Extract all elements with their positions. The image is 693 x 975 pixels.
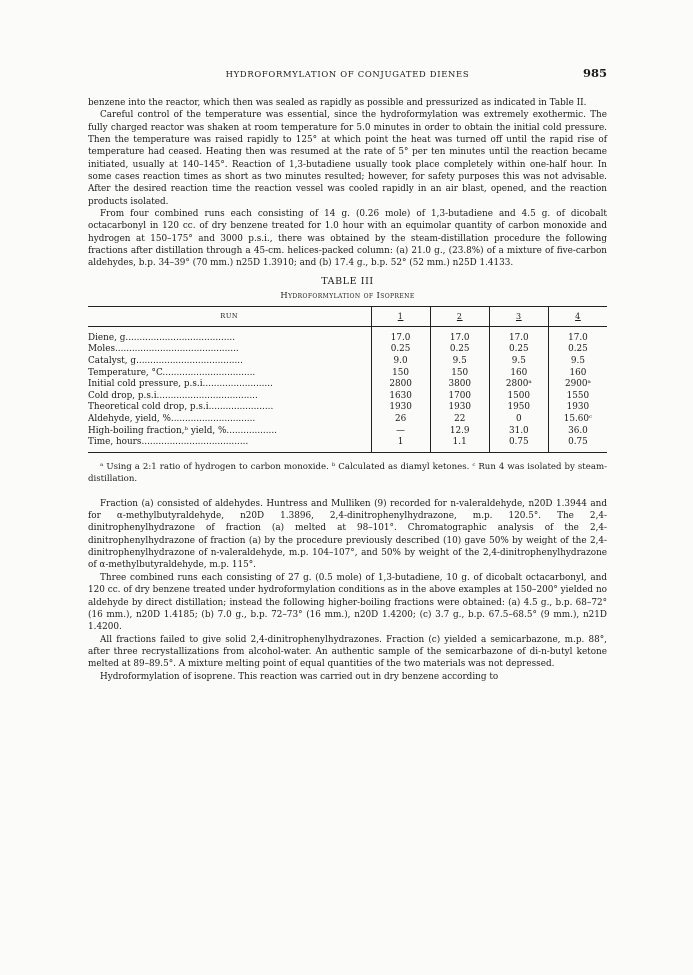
table-cell: — bbox=[371, 426, 430, 438]
run-column-header: 4 bbox=[548, 306, 607, 326]
row-label: Cold drop, p.s.i.................................... bbox=[88, 390, 258, 401]
table-cell: 17.0 bbox=[548, 326, 607, 344]
run-header: RUN bbox=[88, 306, 371, 326]
row-label: Moles............................................ bbox=[88, 344, 239, 355]
table-cell: 1630 bbox=[371, 391, 430, 403]
table-cell: 12.9 bbox=[430, 426, 489, 438]
table-caption: TABLE III bbox=[321, 275, 374, 287]
paragraph: From four combined runs each consisting of 14 g. (0.26 mole) of 1,3-butadiene and 4.5 g. of dicobalt octacarbonyl in 120 cc. of dry benzene treated for 1.0 hour with an equimolar quantity of carbon monoxide and hydrogen at 150–175° and 3000 p.s.i., there was obtained by the steam-distillation procedure the following fractions after distillation through a 45-cm. helices-packed column: (a) 21.0 g., (23.8%) of a mixture of five-carbon aldehydes, b.p. 34–39° (70 mm.) n25D 1.3910; and (b) 17.4 g., b.p. 52° (52 mm.) n25D 1.4133. bbox=[88, 209, 607, 269]
row-label: Aldehyde, yield, %.............................. bbox=[88, 413, 256, 424]
paragraph: All fractions failed to give solid 2,4-dinitrophenylhydrazones. Fraction (c) yielded a semicarbazone, m.p. 88°, after three recrystallizations from alcohol-water. An authentic sample of the semicarbazone of di-n-butyl ketone melted at 89–89.5°. A mixture melting point of equal quantities of the two materials was not depressed. bbox=[88, 634, 607, 670]
table-cell: 1930 bbox=[430, 402, 489, 414]
paragraph: Careful control of the temperature was essential, since the hydroformylation was extremely exothermic. The fully charged reactor was shaken at room temperature for 5.0 minutes in order to obtain the initial cold pressure. Then the temperature was raised rapidly to 125° at which point the heat was turned off until the rapid rise of temperature had ceased. Heating then was resumed at the rate of 5° per ten minutes until the reaction became initiated, usually at 140–145°. Reaction of 1,3-butadiene usually took place completely within one-half hour. In some cases reaction times as short as two minutes resulted; however, for safety purposes this was not advisable. After the desired reaction time the reaction vessel was cooled rapidly in an air blast, opened, and the reaction products isolated. bbox=[88, 110, 607, 207]
table-cell: 0.25 bbox=[489, 344, 548, 356]
page-number: 985 bbox=[582, 66, 607, 80]
table-cell: 1500 bbox=[489, 391, 548, 403]
table-cell: 0.75 bbox=[489, 437, 548, 452]
run-column-header: 1 bbox=[371, 306, 430, 326]
table-cell: 1930 bbox=[548, 402, 607, 414]
table-row bbox=[88, 344, 607, 356]
table-row bbox=[88, 368, 607, 380]
data-table bbox=[88, 306, 607, 453]
table-cell: 17.0 bbox=[430, 326, 489, 344]
table-row bbox=[88, 426, 607, 438]
table-cell: 160 bbox=[548, 368, 607, 380]
table-subtitle: Hydroformylation of Isoprene bbox=[280, 289, 415, 300]
row-label: Diene, g....................................... bbox=[88, 332, 236, 343]
paragraph: Fraction (a) consisted of aldehydes. Huntress and Mulliken (9) recorded for n-valeraldehyde, n20D 1.3944 and for α-methylbutyraldehyde, n20D 1.3896, 2,4-dinitrophenylhydrazone, m.p. 120.5°. The 2,4-dinitrophenylhydrazone of fraction (a) melted at 98–101°. Chromatographic analysis of the 2,4-dinitrophenylhydrazone of fraction (a) by the procedure previously described (10) gave 50% by weight of the 2,4-dinitrophenylhydrazone of n-valeraldehyde, m.p. 104–107°, and 50% by weight of the 2,4-dinitrophenylhydrazone of α-methylbutyraldehyde, m.p. 115°. bbox=[88, 498, 607, 571]
table-cell: 2900ᵃ bbox=[548, 379, 607, 391]
table-row bbox=[88, 402, 607, 414]
table-cell: 17.0 bbox=[371, 326, 430, 344]
table-cell: 0.25 bbox=[371, 344, 430, 356]
table-row bbox=[88, 356, 607, 368]
table-row bbox=[88, 326, 607, 344]
table-cell: 1930 bbox=[371, 402, 430, 414]
table-cell: 26 bbox=[371, 414, 430, 426]
table-cell: 17.0 bbox=[489, 326, 548, 344]
table-cell: 1.1 bbox=[430, 437, 489, 452]
table-cell: 22 bbox=[430, 414, 489, 426]
run-column-header: 2 bbox=[430, 306, 489, 326]
table-cell: 1950 bbox=[489, 402, 548, 414]
table-cell: 160 bbox=[489, 368, 548, 380]
table-cell: 1550 bbox=[548, 391, 607, 403]
table-footnotes: ᵃ Using a 2:1 ratio of hydrogen to carbon monoxide. ᵇ Calculated as diamyl ketones. ᶜ Run 4 was isolated by steam-distillation. bbox=[88, 461, 607, 484]
table-cell: 0 bbox=[489, 414, 548, 426]
table-row bbox=[88, 391, 607, 403]
table-cell: 9.5 bbox=[430, 356, 489, 368]
table-cell: 9.5 bbox=[489, 356, 548, 368]
row-label: Time, hours...................................... bbox=[88, 437, 371, 452]
table-cell: 36.0 bbox=[548, 426, 607, 438]
table-cell: 0.75 bbox=[548, 437, 607, 452]
row-label: Catalyst, g...................................... bbox=[88, 356, 243, 366]
table-cell: 9.0 bbox=[371, 356, 430, 368]
table-cell: 150 bbox=[430, 368, 489, 380]
row-label: Theoretical cold drop, p.s.i....................... bbox=[88, 402, 274, 413]
row-label: Initial cold pressure, p.s.i......................... bbox=[88, 379, 273, 390]
table-header-row bbox=[88, 306, 607, 326]
table-cell: 9.5 bbox=[548, 356, 607, 368]
table-cell: 3800 bbox=[430, 379, 489, 391]
paragraph: benzene into the reactor, which then was sealed as rapidly as possible and pressurized as indicated in Table II. bbox=[88, 98, 587, 108]
paragraph: Hydroformylation of isoprene. This reaction was carried out in dry benzene according to bbox=[100, 671, 499, 682]
running-header bbox=[88, 66, 607, 80]
table-cell: 15.60ᶜ bbox=[548, 414, 607, 426]
table-cell: 31.0 bbox=[489, 426, 548, 438]
paragraph: Three combined runs each consisting of 27 g. (0.5 mole) of 1,3-butadiene, 10 g. of dicobalt octacarbonyl, and 120 cc. of dry benzene treated under hydroformylation conditions as in the above examples at 150–200° yielded no aldehyde by direct distillation; instead the following higher-boiling fractions were obtained: (a) 4.5 g., b.p. 68–72° (16 mm.), n20D 1.4185; (b) 7.0 g., b.p. 72–73° (16 mm.), n20D 1.4200; (c) 3.7 g., b.p. 67.5–68.5° (9 mm.), n21D 1.4200. bbox=[88, 572, 607, 633]
table-cell: 0.25 bbox=[548, 344, 607, 356]
table-row bbox=[88, 379, 607, 391]
table-cell: 150 bbox=[371, 368, 430, 380]
table-cell: 1700 bbox=[430, 391, 489, 403]
run-column-header: 3 bbox=[489, 306, 548, 326]
body-text-top bbox=[88, 97, 607, 683]
row-label: High-boiling fraction,ᵇ yield, %.................. bbox=[88, 425, 277, 436]
table-cell: 1 bbox=[371, 437, 430, 452]
table-cell: 2800ᵃ bbox=[489, 379, 548, 391]
row-label: Temperature, °C................................. bbox=[88, 367, 256, 378]
table-cell: 2800 bbox=[371, 379, 430, 391]
table-cell: 0.25 bbox=[430, 344, 489, 356]
table-row bbox=[88, 414, 607, 426]
table-row bbox=[88, 437, 607, 452]
running-title: HYDROFORMYLATION OF CONJUGATED DIENES bbox=[225, 69, 470, 79]
